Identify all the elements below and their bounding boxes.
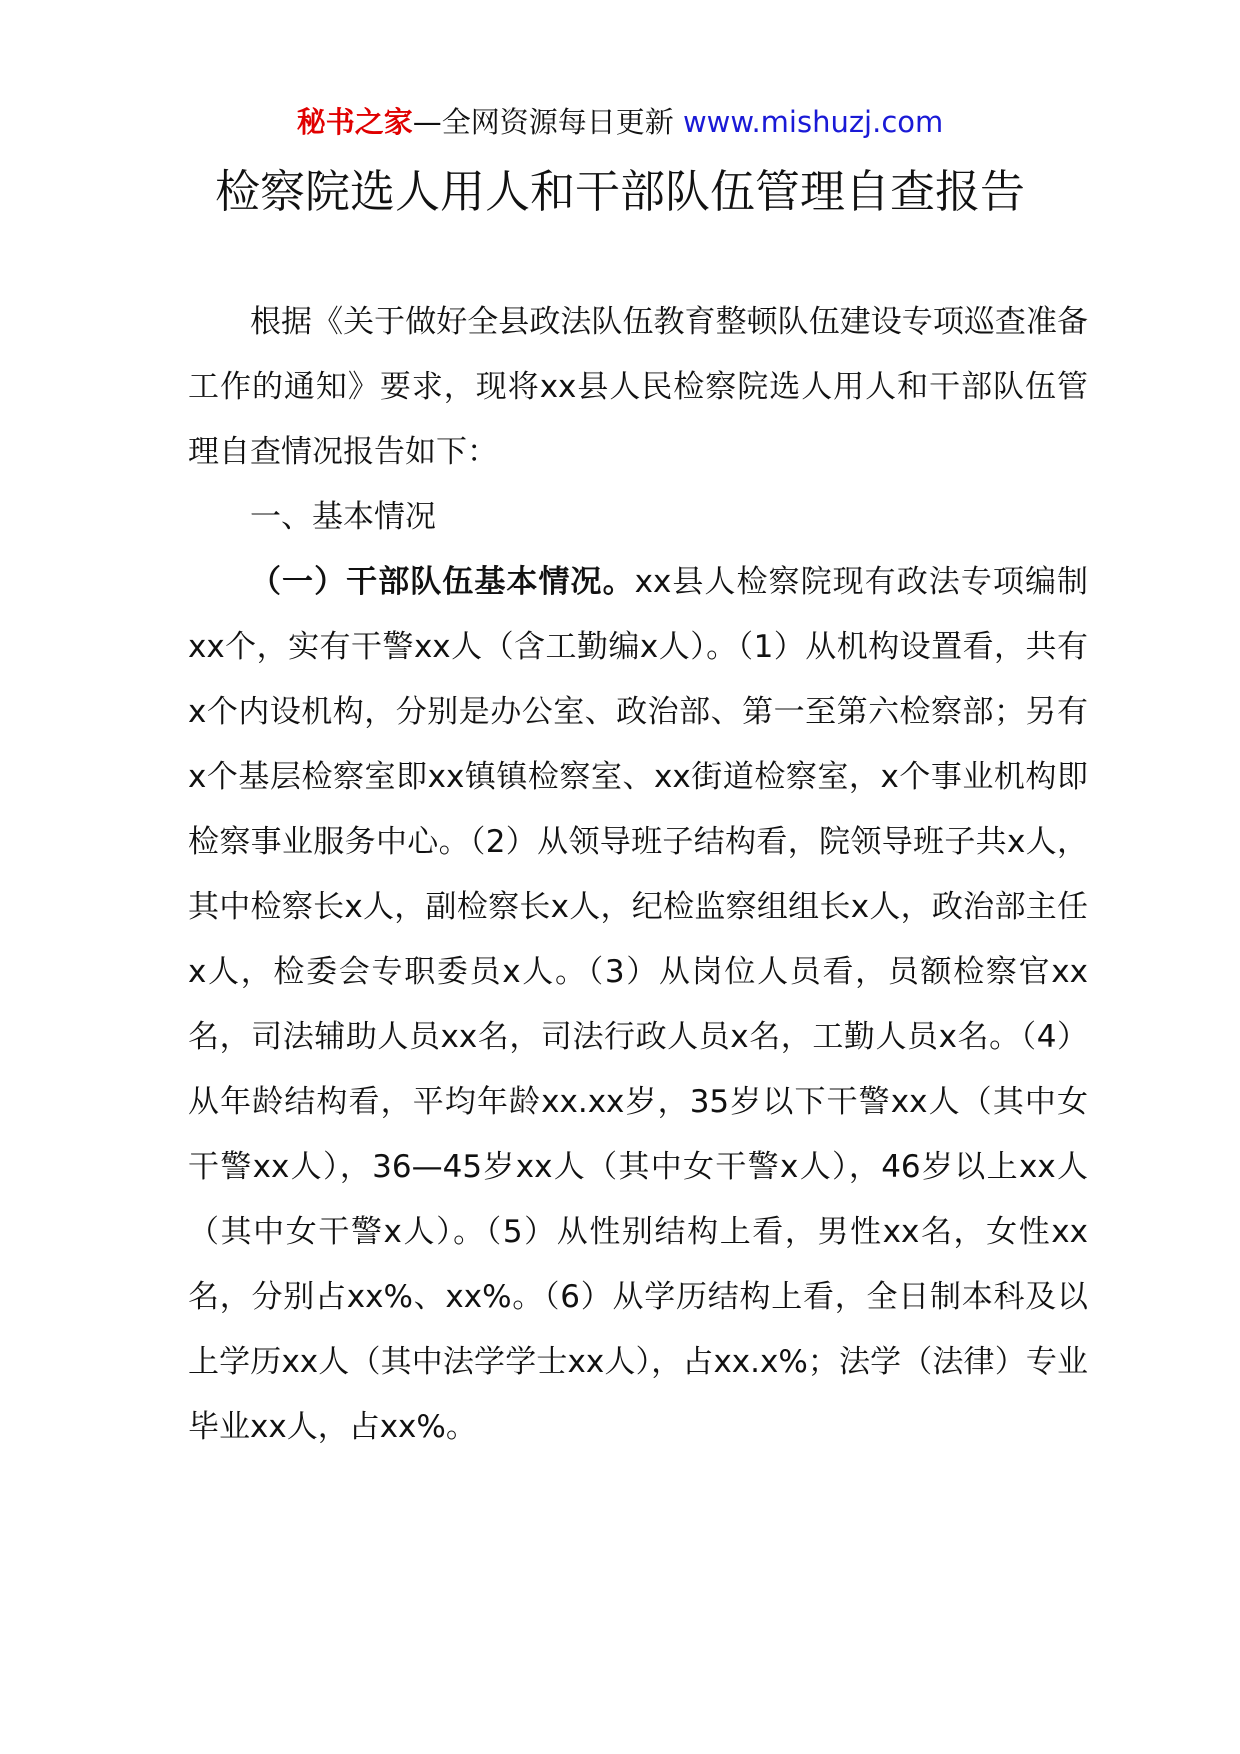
intro-paragraph: 根据《关于做好全县政法队伍教育整顿队伍建设专项巡查准备工作的通知》要求，现将xx县人民检察院选人用人和干部队伍管理自查情况报告如下： [188,304,1088,470]
document-body [188,290,1088,1460]
subsection-heading: （一）干部队伍基本情况。 [250,564,635,600]
subsection-paragraph [188,550,1088,1460]
document-title: 检察院选人用人和干部队伍管理自查报告 [214,165,1025,218]
section-heading: 一、基本情况 [250,499,436,535]
header-tagline: —全网资源每日更新 [412,105,683,139]
site-url-link[interactable]: www.mishuzj.com [682,105,944,139]
site-header [0,102,1240,142]
brand-name: 秘书之家 [296,105,413,139]
subsection-body: xx县人检察院现有政法专项编制xx个，实有干警xx人（含工勤编x人）。（1）从机构设置看，共有x个内设机构，分别是办公室、政治部、第一至第六检察部；另有x个基层检察室即xx镇镇检察室、xx街道检察室，x个事业机构即检察事业服务中心。（2）从领导班子结构看，院领导班子共x人，其中检察长x人，副检察长x人，纪检监察组组长x人，政治部主任x人，检委会专职委员x人。（3）从岗位人员看，员额检察官xx名，司法辅助人员xx名，司法行政人员x名，工勤人员x名。（4）从年龄结构看，平均年龄xx.xx岁，35岁以下干警xx人（其中女干警xx人），36—45岁xx人（其中女干警x人），46岁以上xx人（其中女干警x人）。（5）从性别结构上看，男性xx名，女性xx名，分别占xx%、xx%。（6）从学历结构上看，全日制本科及以上学历xx人（其中法学学士xx人），占xx.x%；法学（法律）专业毕业xx人，占xx%。 [188,564,1088,1445]
